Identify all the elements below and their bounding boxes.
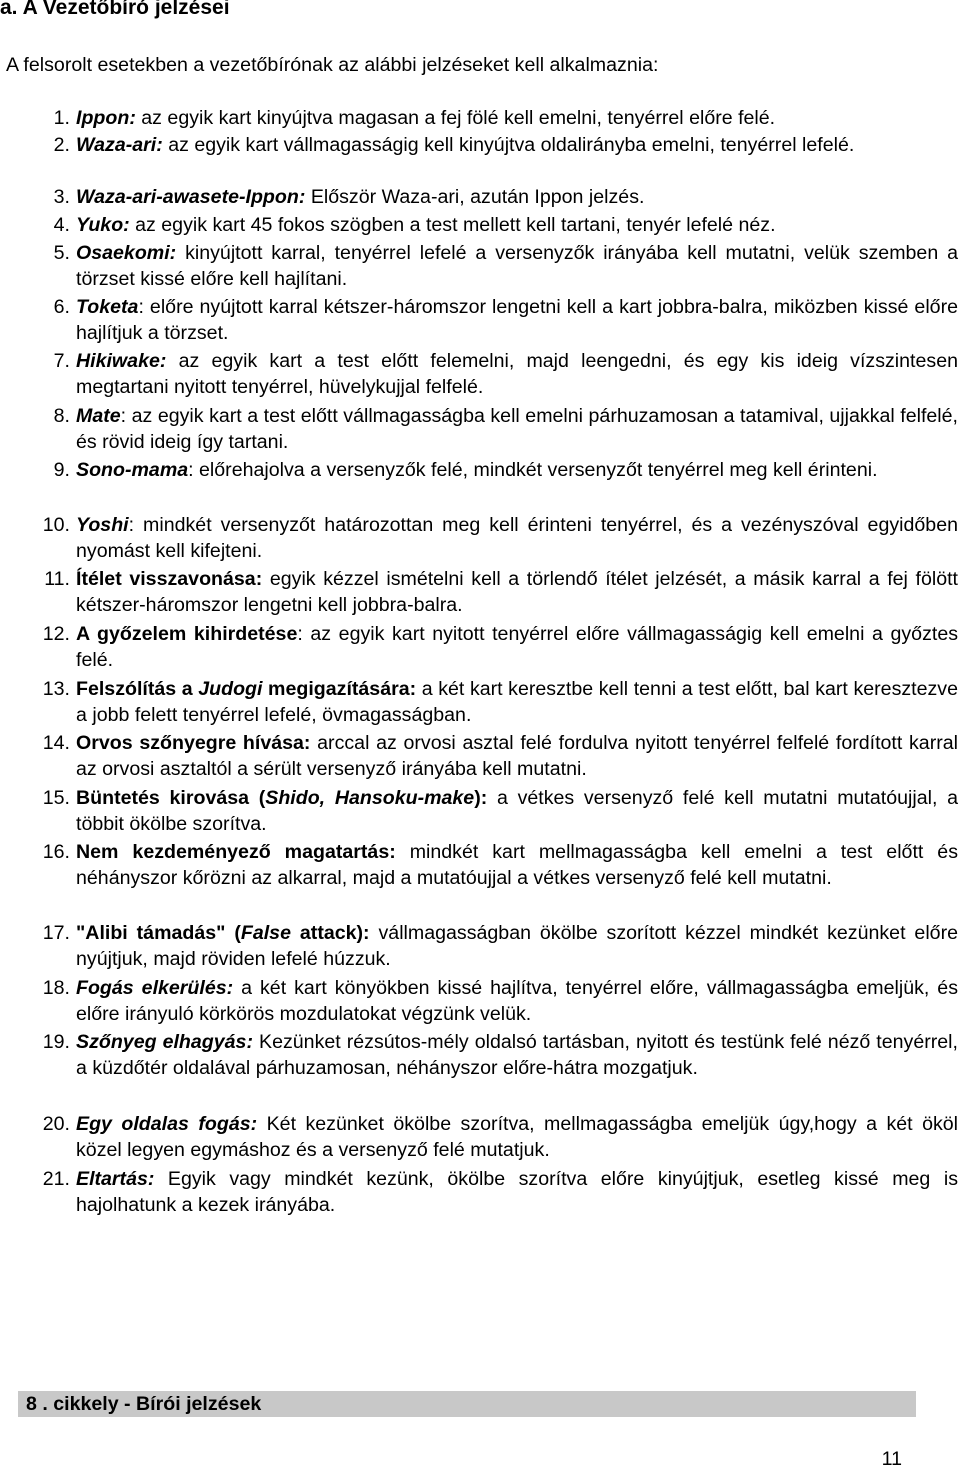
item-text [76, 731, 958, 783]
item-term: Ippon: [76, 107, 136, 129]
item-text [76, 786, 958, 838]
item-term: Szőnyeg elhagyás: [76, 1031, 253, 1053]
item-number: 6. [53, 296, 70, 318]
item-text [76, 976, 958, 1028]
item-term: Büntetés kirovása (Shido, Hansoku-make): [76, 787, 488, 809]
item-description: Először Waza-ari, azután Ippon jelzés. [305, 186, 645, 208]
item-number: 4. [53, 214, 70, 236]
item-description: Két kezünket ökölbe szorítva, mellmagasságba emeljük úgy,hogy a két ököl közel legyen egymáshoz és a versenyző felé mutatjuk. [76, 1113, 959, 1161]
item-number: 8. [53, 405, 70, 427]
item-number: 16. [42, 841, 70, 863]
item-text [76, 241, 958, 293]
item-number: 14. [42, 732, 70, 754]
item-number: 2. [53, 134, 70, 156]
item-text [76, 840, 958, 892]
item-description: az egyik kart kinyújtva magasan a fej fölé kell emelni, tenyérrel előre felé. [135, 107, 776, 129]
item-term: Fogás elkerülés: [76, 977, 234, 999]
item-text [76, 404, 958, 456]
item-description: Kezünket rézsútos-mély oldalsó tartásban, nyitott és testünk felé néző tenyérrel, a küzdőtér oldalával párhuzamosan, néhányszor előre-hátra mozgatjuk. [76, 1031, 958, 1079]
item-description: kinyújtott karral, tenyérrel lefelé a versenyzők irányába kell mutatni, velük szemben a törzset kissé előre kell hajlítani. [76, 242, 958, 290]
item-description: Egyik vagy mindkét kezünk, ökölbe szorítva előre kinyújtjuk, esetleg kissé meg is hajolhatunk a kezek irányába. [76, 1168, 958, 1216]
item-description: az egyik kart 45 fokos szögben a test mellett kell tartani, tenyér lefelé néz. [129, 214, 776, 236]
item-number: 12. [42, 623, 70, 645]
item-term: Waza-ari: [76, 134, 163, 156]
intro-paragraph: A felsorolt esetekben a vezetőbírónak az alábbi jelzéseket kell alkalmaznia: [6, 54, 659, 76]
item-number: 13. [42, 678, 70, 700]
item-number: 15. [42, 787, 70, 809]
item-number: 5. [53, 242, 70, 264]
item-number: 9. [53, 459, 70, 481]
item-description: egyik kézzel ismételni kell a törlendő ítélet jelzését, a másik karral a fej fölött kétszer-háromszor lengetni kell jobbra-balra. [76, 568, 958, 616]
item-description: az egyik kart a test előtt felemelni, majd leengedni, és egy kis ideig vízszintesen megtartani nyitott tenyérrel, hüvelykujjal felfelé. [76, 350, 958, 398]
item-description: a vétkes versenyző felé kell mutatni mutatóujjal, a többit ökölbe szorítva. [76, 787, 958, 835]
item-description: : az egyik kart nyitott tenyérrel előre vállmagasságig kell emelni a győztes felé. [76, 623, 959, 671]
item-text [76, 622, 958, 674]
item-term: Yuko: [76, 214, 130, 236]
item-term: "Alibi támadás" (False attack): [76, 922, 370, 944]
item-number: 10. [42, 514, 70, 536]
item-term: Orvos szőnyegre hívása: [76, 732, 311, 754]
item-description: : az egyik kart a test előtt vállmagasságba kell emelni párhuzamosan a tatamival, ujjakkal felfelé, és rövid ideig így tartani. [76, 405, 958, 453]
item-text [76, 213, 958, 239]
item-text [76, 921, 958, 973]
item-description: a két kart könyökben kissé hajlítva, tenyérrel előre, vállmagasságba emeljük, és előre irányuló körkörös mozdulatokat végzünk velük. [76, 977, 959, 1025]
item-number: 3. [53, 186, 70, 208]
item-term: A győzelem kihirdetése [76, 623, 298, 645]
item-number: 11. [44, 568, 70, 590]
item-description: vállmagasságban ökölbe szorított kézzel mindkét kezünket előre nyújtjuk, majd röviden lefelé húzzuk. [76, 922, 958, 970]
item-number: 18. [42, 977, 70, 999]
item-term: Ítélet visszavonása: [76, 568, 263, 590]
item-text [76, 133, 958, 159]
item-text [76, 677, 958, 729]
item-number: 7. [53, 350, 70, 372]
item-description: mindkét kart mellmagasságba kell emelni a test előtt és néhányszor kőrözni az alkarral, majd a mutatóujjal a vétkes versenyző felé kell mutatni. [76, 841, 958, 889]
page-number: 11 [881, 1448, 902, 1470]
item-term: Sono-mama [76, 459, 189, 481]
item-term: Osaekomi: [76, 242, 177, 264]
item-description: : előrehajolva a versenyzők felé, mindkét versenyzőt tenyérrel meg kell érinteni. [188, 459, 878, 481]
item-text [76, 513, 958, 565]
chapter-footer-bar [18, 1391, 916, 1417]
item-description: arccal az orvosi asztal felé fordulva nyitott tenyérrel felfelé fordított karral az orvosi asztaltól a sérült versenyző irányába kell mutatni. [76, 732, 959, 780]
item-text [76, 295, 958, 347]
item-text [76, 1167, 958, 1219]
item-term: Eltartás: [76, 1168, 155, 1190]
item-number: 20. [42, 1113, 70, 1135]
item-term: Hikiwake: [76, 350, 167, 372]
item-term: Nem kezdeményező magatartás: [76, 841, 396, 863]
section-title: a. A Vezetőbíró jelzései [0, 0, 230, 19]
item-number: 17. [42, 922, 70, 944]
item-term: Waza-ari-awasete-Ippon: [76, 186, 306, 208]
item-term: Egy oldalas fogás: [76, 1113, 258, 1135]
item-number: 1. [53, 107, 70, 129]
item-text [76, 106, 958, 132]
item-term: Felszólítás a Judogi megigazítására: [76, 678, 417, 700]
item-text [76, 567, 958, 619]
item-description: : mindkét versenyzőt határozottan meg kell érinteni tenyérrel, és a vezényszóval egyidőben nyomást kell kifejteni. [76, 514, 958, 562]
item-term: Toketa [76, 296, 139, 318]
item-text [76, 1030, 958, 1082]
chapter-label: 8 . cikkely - Bírói jelzések [26, 1393, 262, 1415]
item-text [76, 458, 958, 484]
item-description: a két kart keresztbe kell tenni a test előtt, bal kart keresztezve a jobb felett tenyérrel lefelé, övmagasságban. [76, 678, 958, 726]
item-number: 21. [42, 1168, 70, 1190]
item-text [76, 349, 958, 401]
item-term: Yoshi [76, 514, 129, 536]
item-description: az egyik kart vállmagasságig kell kinyújtva oldalirányba emelni, tenyérrel lefelé. [162, 134, 855, 156]
item-description: : előre nyújtott karral kétszer-háromszor lengetni kell a kart jobbra-balra, miközben kissé előre hajlítjuk a törzset. [76, 296, 958, 344]
item-term: Mate [76, 405, 121, 427]
item-text [76, 1112, 958, 1164]
item-text [76, 185, 958, 211]
item-number: 19. [42, 1031, 70, 1053]
